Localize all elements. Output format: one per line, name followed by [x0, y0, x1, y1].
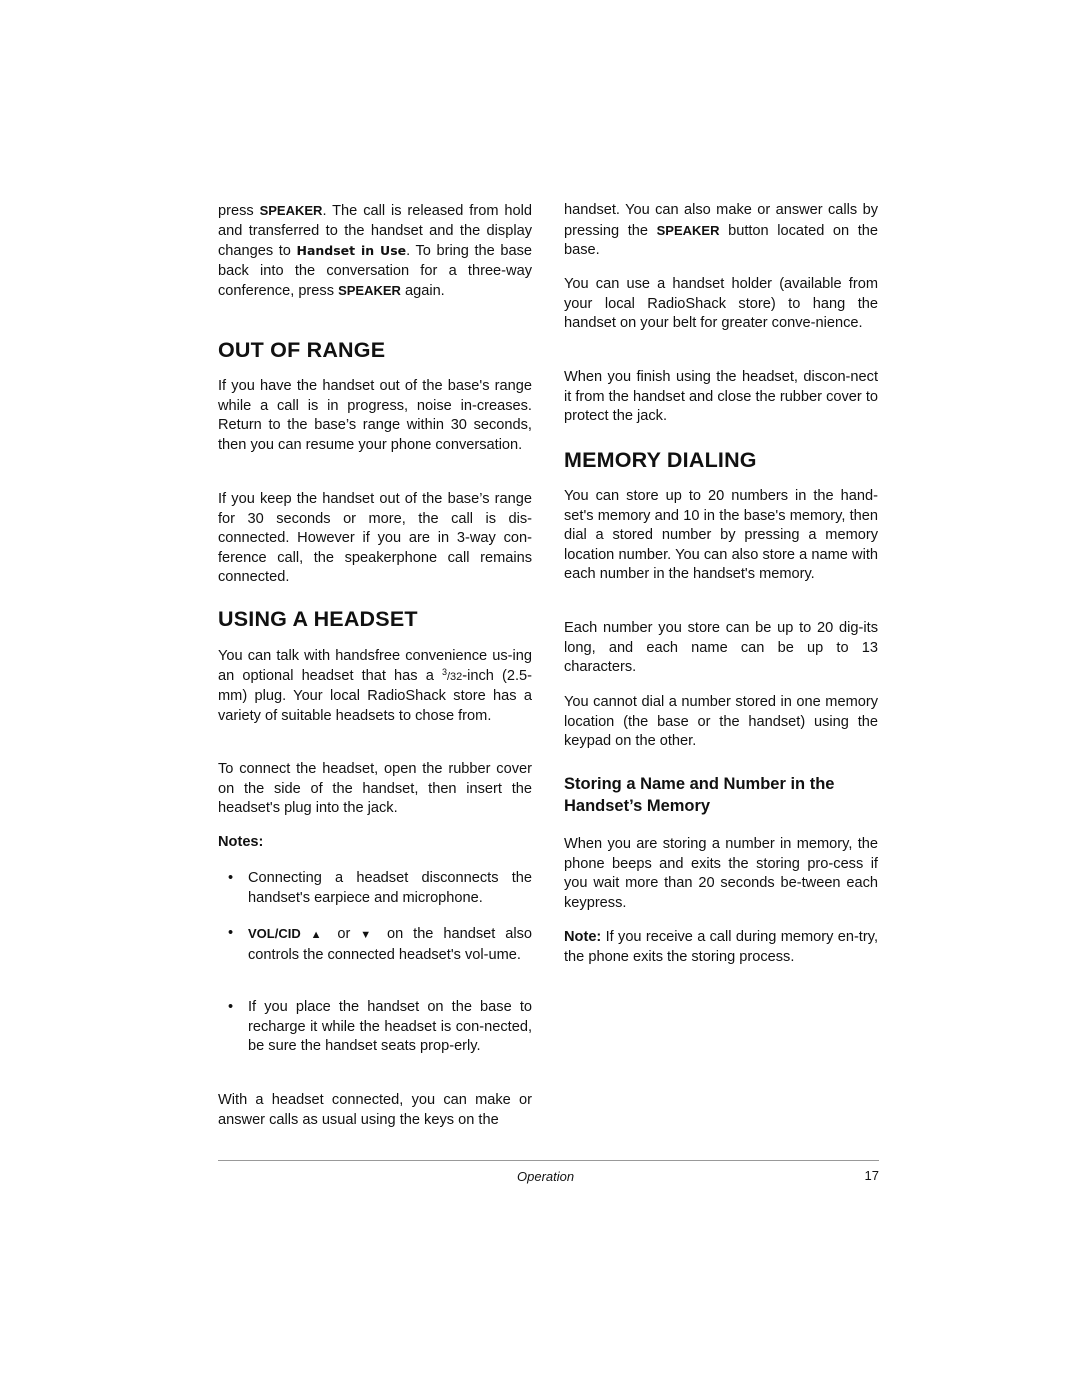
heading-memory-dialing: MEMORY DIALING — [564, 448, 757, 472]
text: Connecting a headset disconnects the handset's earpiece and microphone. — [248, 870, 532, 906]
text: You can talk with handsfree convenience us-ing an optional headset that has a — [218, 648, 532, 684]
text: button located on the base. — [564, 222, 879, 258]
note-item — [228, 924, 532, 965]
note-paragraph — [564, 928, 878, 967]
paragraph-hold-release — [218, 201, 532, 302]
note-item — [228, 998, 532, 1057]
text: again. — [400, 283, 445, 299]
down-arrow-icon: ▼ — [360, 929, 378, 941]
fraction-numerator: 3 — [441, 666, 447, 677]
text: press — [218, 203, 260, 219]
paragraph: If you have the handset out of the base's range while a call is in progress, noise in-creases. Return to the base’s range within 30 seconds, then you can resume your phone conversation. — [218, 378, 532, 453]
notes-label: Notes: — [218, 834, 264, 850]
key-speaker: SPEAKER — [656, 222, 720, 238]
up-arrow-icon: ▲ — [310, 929, 328, 941]
note-item — [228, 869, 532, 908]
paragraph: You can use a handset holder (available from your local RadioShack store) to hang the handset on your belt for greater conve-nience. — [564, 276, 878, 331]
bullet: • — [228, 999, 234, 1015]
text: If you place the handset on the base to recharge it while the headset is con-nected, be sure the handset seats prop-erly. — [248, 999, 532, 1054]
paragraph: If you keep the handset out of the base’s range for 30 seconds or more, the call is dis-connected. However if you are in 3-way con-ference call, the speakerphone call remains connected. — [218, 491, 532, 585]
text: or — [327, 926, 361, 942]
key-speaker: SPEAKER — [338, 283, 401, 298]
footer-rule — [218, 1160, 879, 1161]
bullet: • — [228, 925, 234, 941]
paragraph — [564, 201, 878, 261]
key-speaker: SPEAKER — [259, 203, 323, 218]
footer-section: Operation — [517, 1169, 575, 1184]
text: . The call is released from hold and transferred to the handset and the display changes to — [218, 203, 532, 259]
paragraph — [218, 647, 532, 726]
paragraph: Each number you store can be up to 20 dig-its long, and each name can be up to 13 characters. — [564, 620, 878, 675]
subheading-storing: Storing a Name and Number in the Handset’s Memory — [564, 775, 835, 815]
paragraph: With a headset connected, you can make or answer calls as usual using the keys on the — [218, 1092, 532, 1128]
paragraph: You cannot dial a number stored in one memory location (the base or the handset) using the keypad on the other. — [564, 694, 878, 749]
bullet: • — [228, 870, 234, 886]
text: . To bring the base back into the conversation for a three-way conference, press — [218, 243, 532, 299]
text: -inch (2.5-mm) plug. Your local RadioShack store has a variety of suitable headsets to chose from. — [218, 667, 532, 724]
text: handset. You can also make or answer calls by pressing the — [564, 202, 878, 239]
paragraph: When you are storing a number in memory, the phone beeps and exits the storing pro-cess if you wait more than 20 seconds be-tween each keypress. — [564, 836, 878, 911]
heading-using-a-headset: USING A HEADSET — [218, 607, 418, 631]
paragraph: When you finish using the headset, discon-nect it from the handset and close the rubber cover to protect the jack. — [564, 369, 878, 424]
key-vol-cid: VOL/CID — [248, 926, 301, 941]
note-label: Note: — [564, 929, 602, 945]
paragraph: You can store up to 20 numbers in the hand-set's memory and 10 in the base's memory, then dial a stored number by pressing a memory location number. You can also store a name with each number in the handset's memory. — [564, 488, 878, 582]
text: If you receive a call during memory en-try, the phone exits the storing process. — [564, 929, 878, 965]
fraction-denominator: /32 — [446, 670, 463, 683]
display-text: Handset in Use — [296, 243, 407, 258]
page-number: 17 — [864, 1168, 879, 1183]
paragraph: To connect the headset, open the rubber cover on the side of the handset, then insert the headset's plug into the jack. — [218, 761, 532, 816]
heading-out-of-range: OUT OF RANGE — [218, 338, 386, 362]
text: on the handset also controls the connected headset's vol-ume. — [248, 926, 532, 963]
